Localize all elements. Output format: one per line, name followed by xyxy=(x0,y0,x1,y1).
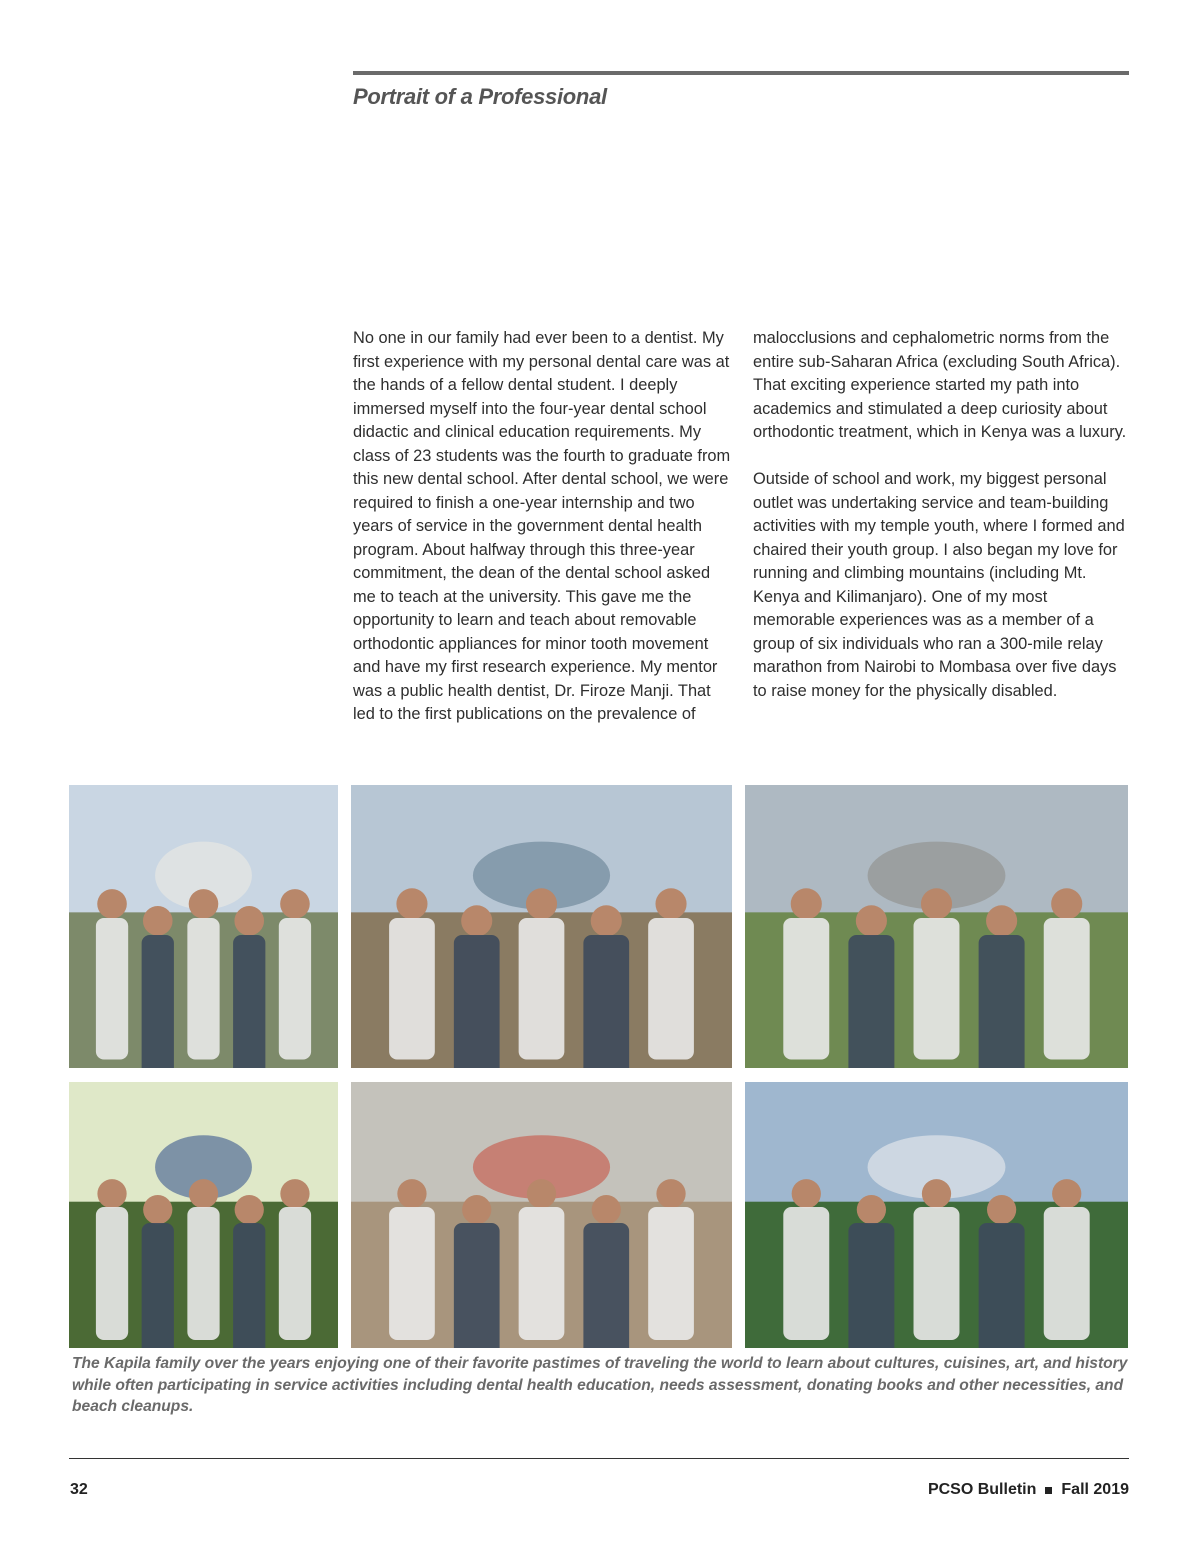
person-head xyxy=(791,888,822,919)
person-body xyxy=(279,1207,311,1340)
person-head xyxy=(592,1195,621,1224)
article-paragraph: malocclusions and cephalometric norms from the entire sub-Saharan Africa (excluding South Africa). That exciting experience started my path into academics and stimulated a deep curiosity about orthodontic treatment, which in Kenya was a luxury. xyxy=(753,329,1127,441)
person-head xyxy=(143,906,173,936)
person-body xyxy=(1044,1207,1090,1340)
issue-date: Fall 2019 xyxy=(1061,1481,1129,1498)
person-body xyxy=(233,1223,265,1348)
person-head xyxy=(189,889,219,919)
person-body xyxy=(914,1207,960,1340)
person-head xyxy=(526,888,557,919)
person-body xyxy=(979,935,1025,1068)
person-head xyxy=(235,1195,264,1224)
person-body xyxy=(187,918,219,1060)
person-head xyxy=(189,1179,218,1208)
person-head xyxy=(396,888,427,919)
person-head xyxy=(462,1195,491,1224)
person-body xyxy=(914,918,960,1060)
person-head xyxy=(1051,888,1082,919)
person-body xyxy=(142,1223,174,1348)
person-body xyxy=(389,1207,435,1340)
photo-image xyxy=(745,1082,1128,1348)
article-column-right xyxy=(753,327,1131,703)
photo-image xyxy=(351,785,732,1068)
person-body xyxy=(519,1207,565,1340)
person-body xyxy=(648,918,694,1060)
person-body xyxy=(1044,918,1090,1060)
person-body xyxy=(519,918,565,1060)
article-paragraph: Outside of school and work, my biggest personal outlet was undertaking service and team-building activities with my temple youth, where I formed and chaired their youth group. I also began my love for running and climbing mountains (including Mt. Kenya and Kilimanjaro). One of my most memorable experiences was as a member of a group of six individuals who ran a 300-mile relay marathon from Nairobi to Mombasa over five days to raise money for the physically disabled. xyxy=(753,470,1125,700)
person-body xyxy=(583,935,629,1068)
photo-taj-mahal xyxy=(69,785,338,1068)
person-head xyxy=(792,1179,821,1208)
person-head xyxy=(856,905,887,936)
person-body xyxy=(648,1207,694,1340)
person-head xyxy=(987,1195,1016,1224)
footer-publication xyxy=(928,1481,1129,1499)
person-body xyxy=(96,918,128,1060)
person-head xyxy=(591,905,622,936)
person-head xyxy=(857,1195,886,1224)
person-head xyxy=(397,1179,426,1208)
person-head xyxy=(1052,1179,1081,1208)
photo-stonehenge xyxy=(745,785,1128,1068)
photo-caption: The Kapila family over the years enjoying one of their favorite pastimes of traveling the world to learn about cultures, cuisines, art, and history while often participating in service activities including dental health education, needs assessment, donating books and other necessities, and beach cleanups. xyxy=(72,1355,1128,1415)
person-head xyxy=(143,1195,172,1224)
person-body xyxy=(848,1223,894,1348)
person-head xyxy=(922,1179,951,1208)
person-head xyxy=(656,1179,685,1208)
person-body xyxy=(233,935,265,1068)
person-body xyxy=(979,1223,1025,1348)
person-head xyxy=(986,905,1017,936)
person-head xyxy=(655,888,686,919)
person-body xyxy=(142,935,174,1068)
photo-image xyxy=(745,785,1128,1068)
person-body xyxy=(96,1207,128,1340)
person-head xyxy=(921,888,952,919)
person-head xyxy=(461,905,492,936)
person-body xyxy=(783,918,829,1060)
section-rule xyxy=(353,71,1129,75)
publication-name: PCSO Bulletin xyxy=(927,1481,1037,1498)
person-body xyxy=(279,918,311,1060)
person-body xyxy=(848,935,894,1068)
photo-city-overlook xyxy=(351,1082,732,1348)
page-number: 32 xyxy=(70,1481,88,1498)
person-head xyxy=(97,889,127,919)
person-head xyxy=(234,906,264,936)
person-head xyxy=(527,1179,556,1208)
person-head xyxy=(280,889,310,919)
photo-forest-group xyxy=(69,1082,338,1348)
article-column-left xyxy=(353,327,731,727)
photo-mountain-overlook xyxy=(351,785,732,1068)
person-body xyxy=(783,1207,829,1340)
person-body xyxy=(187,1207,219,1340)
photo-image xyxy=(69,785,338,1068)
person-body xyxy=(454,935,500,1068)
photo-image xyxy=(351,1082,732,1348)
photo-image xyxy=(69,1082,338,1348)
photo-coastal-hike xyxy=(745,1082,1128,1348)
person-body xyxy=(454,1223,500,1348)
person-body xyxy=(583,1223,629,1348)
article-paragraph: No one in our family had ever been to a dentist. My first experience with my personal dental care was at the hands of a fellow dental student. I deeply immersed myself into the four-year dental school didactic and clinical education requirements. My class of 23 students was the fourth to graduate from this new dental school. After dental school, we were required to finish a one-year internship and two years of service in the government dental health program. About halfway through this three-year commitment, the dean of the dental school asked me to teach at the university. This gave me the opportunity to learn and teach about removable orthodontic appliances for minor tooth movement and have my first research experience. My mentor was a public health dentist, Dr. Firoze Manji. That led to the first publications on the prevalence of xyxy=(353,329,731,723)
person-head xyxy=(280,1179,309,1208)
section-title: Portrait of a Professional xyxy=(353,84,607,109)
person-body xyxy=(389,918,435,1060)
separator-square-icon xyxy=(1045,1487,1052,1494)
footer-rule xyxy=(69,1458,1129,1459)
person-head xyxy=(97,1179,126,1208)
